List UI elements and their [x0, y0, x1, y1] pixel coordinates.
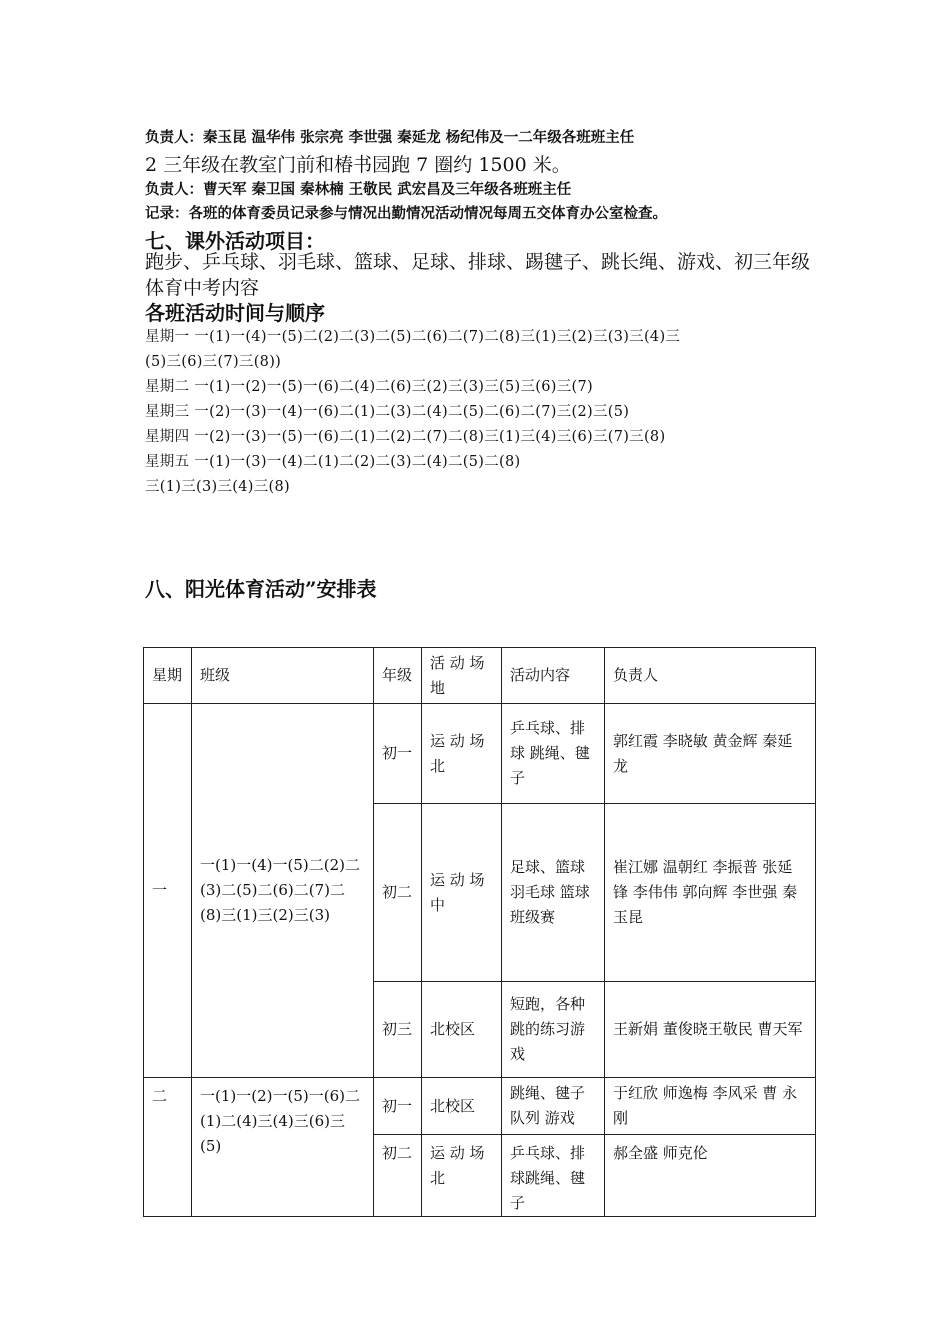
table-row — [144, 704, 816, 804]
people-cell: 王新娟 董俊晓王敬民 曹天军 — [605, 982, 816, 1078]
section7-text: 跑步、乒乓球、羽毛球、篮球、足球、排球、踢毽子、跳长绳、游戏、初三年级体育中考内容 — [145, 251, 811, 299]
classes-cell: 一(1)一(4)一(5)二(2)二(3)二(5)二(6)二(7)二(8)三(1)三(2)三(3) — [192, 704, 374, 1078]
people-cell: 郭红霞 李晓敏 黄金辉 秦延龙 — [605, 704, 816, 804]
classes-cell: 一(1)一(2)一(5)一(6)二(1)二(4)三(4)三(6)三(5) — [192, 1078, 374, 1217]
responsible-line-2: 负责人：曹天军 秦卫国 秦林楠 王敬民 武宏昌及三年级各班班主任 — [145, 181, 572, 198]
place-cell: 运 动 场北 — [422, 704, 502, 804]
grade-cell: 初二 — [374, 804, 422, 982]
schedule-line: 星期二 一(1)一(2)一(5)一(6)二(4)二(6)三(2)三(3)三(5)三(6)三(7) — [145, 379, 593, 395]
content-cell: 跳绳、毽子 队列 游戏 — [502, 1078, 605, 1135]
grade-cell: 初二 — [374, 1135, 422, 1217]
schedule-line: 星期四 一(2)一(3)一(5)一(6)二(1)二(2)二(7)二(8)三(1)三(4)三(6)三(7)三(8) — [145, 429, 666, 445]
grade-cell: 初一 — [374, 704, 422, 804]
place-cell: 运 动 场北 — [422, 1135, 502, 1217]
day-cell: 二 — [144, 1078, 192, 1217]
header-place: 活 动 场地 — [422, 648, 502, 704]
grade-cell: 初一 — [374, 1078, 422, 1135]
activity-table — [143, 647, 816, 1217]
responsible-line-1: 负责人：秦玉昆 温华伟 张宗亮 李世强 秦延龙 杨纪伟及一二年级各班班主任 — [145, 129, 635, 146]
people-cell: 郝全盛 师克伦 — [605, 1135, 816, 1217]
grade-cell: 初三 — [374, 982, 422, 1078]
content-cell: 乒乓球、排球 跳绳、毽子 — [502, 704, 605, 804]
place-cell: 运 动 场中 — [422, 804, 502, 982]
people-cell: 于红欣 师逸梅 李风采 曹 永刚 — [605, 1078, 816, 1135]
schedule-line: (5)三(6)三(7)三(8)) — [145, 354, 282, 370]
place-cell: 北校区 — [422, 1078, 502, 1135]
header-class: 班级 — [192, 648, 374, 704]
table-header-row — [144, 648, 816, 704]
section7-title: 七、课外活动项目： — [145, 229, 325, 253]
schedule-line: 星期一 一(1)一(4)一(5)二(2)二(3)二(5)二(6)二(7)二(8)三(1)三(2)三(3)三(4)三 — [145, 329, 681, 345]
content-cell: 短跑，各种跳的练习游戏 — [502, 982, 605, 1078]
schedule-line: 三(1)三(3)三(4)三(8) — [145, 479, 290, 495]
schedule-line: 星期三 一(2)一(3)一(4)一(6)二(1)二(3)二(4)二(5)二(6)二(7)三(2)三(5) — [145, 404, 630, 420]
day-cell: 一 — [144, 704, 192, 1078]
header-grade: 年级 — [374, 648, 422, 704]
table-row — [144, 1078, 816, 1135]
place-cell: 北校区 — [422, 982, 502, 1078]
section8-title: 八、阳光体育活动”安排表 — [145, 577, 377, 601]
people-cell: 崔江娜 温朝红 李振普 张延锋 李伟伟 郭向辉 李世强 秦玉昆 — [605, 804, 816, 982]
record-line: 记录：各班的体育委员记录参与情况出勤情况活动情况每周五交体育办公室检查。 — [145, 205, 667, 222]
content-cell: 足球、篮球 羽毛球 篮球班级赛 — [502, 804, 605, 982]
schedule-line: 星期五 一(1)一(3)一(4)二(1)二(2)二(3)二(4)二(5)二(8) — [145, 454, 521, 470]
header-people: 负责人 — [605, 648, 816, 704]
item-2-line: 2 三年级在教室门前和椿书园跑 7 圈约 1500 米。 — [145, 154, 571, 176]
content-cell: 乒乓球、排球跳绳、毽子 — [502, 1135, 605, 1217]
header-day: 星期 — [144, 648, 192, 704]
header-content: 活动内容 — [502, 648, 605, 704]
schedule-title: 各班活动时间与顺序 — [145, 301, 325, 325]
